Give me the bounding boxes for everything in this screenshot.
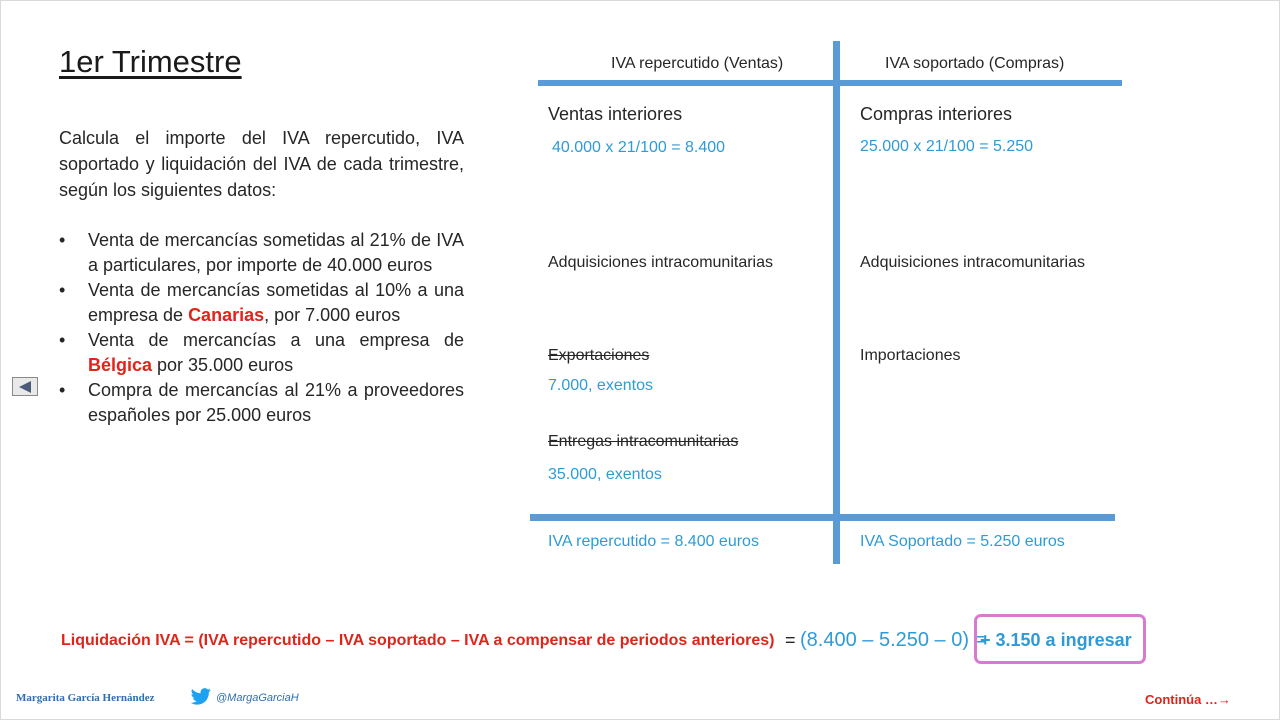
table-bottom-rule bbox=[530, 514, 1115, 521]
label-adquisiciones-left: Adquisiciones intracomunitarias bbox=[548, 254, 773, 271]
twitter-bird-icon bbox=[189, 688, 213, 706]
author-name: Margarita García Hernández bbox=[16, 692, 155, 704]
table-top-rule bbox=[538, 80, 1122, 86]
label-entregas-intracomunitarias: Entregas intracomunitarias bbox=[548, 433, 739, 450]
data-bullet-list bbox=[59, 228, 464, 428]
highlight-belgica: Bélgica bbox=[88, 355, 153, 375]
continue-link[interactable]: Continúa …→ bbox=[1145, 692, 1231, 707]
bullet-item bbox=[59, 378, 464, 428]
bullet-text-post: por 35.000 euros bbox=[152, 355, 294, 375]
label-compras-interiores: Compras interiores bbox=[860, 104, 1013, 124]
bullet-dot: • bbox=[59, 330, 66, 350]
table-center-rule bbox=[833, 41, 840, 564]
bullet-dot: • bbox=[59, 230, 66, 250]
header-iva-soportado: IVA soportado (Compras) bbox=[885, 55, 1065, 72]
label-ventas-interiores: Ventas interiores bbox=[548, 104, 683, 124]
liquidacion-calc: (8.400 – 5.250 – 0) = bbox=[800, 629, 987, 651]
slide-title: 1er Trimestre bbox=[59, 44, 242, 79]
label-importaciones: Importaciones bbox=[860, 347, 961, 364]
label-exportaciones: Exportaciones bbox=[548, 347, 650, 364]
value-ventas-calc: 40.000 x 21/100 = 8.400 bbox=[552, 139, 726, 156]
bullet-text-post: , por 7.000 euros bbox=[264, 305, 401, 325]
bullet-text: Venta de mercancías sometidas al 10% a una empresa de bbox=[88, 280, 464, 325]
liquidacion-result: + 3.150 a ingresar bbox=[980, 630, 1132, 650]
bullet-item bbox=[59, 228, 464, 278]
label-adquisiciones-right: Adquisiciones intracomunitarias bbox=[860, 254, 1085, 271]
bullet-dot: • bbox=[59, 380, 66, 400]
bullet-item bbox=[59, 278, 464, 328]
bullet-text: Venta de mercancías sometidas al 21% de IVA a particulares, por importe de 40.000 euros bbox=[88, 230, 464, 275]
value-exportaciones: 7.000, exentos bbox=[548, 377, 653, 394]
highlight-canarias: Canarias bbox=[188, 305, 265, 325]
bullet-text: Venta de mercancías a una empresa de bbox=[88, 330, 464, 350]
header-iva-repercutido: IVA repercutido (Ventas) bbox=[611, 55, 784, 72]
total-iva-repercutido: IVA repercutido = 8.400 euros bbox=[548, 533, 759, 550]
previous-slide-arrow-icon[interactable] bbox=[12, 377, 38, 396]
twitter-handle[interactable]: @MargaGarciaH bbox=[216, 692, 299, 704]
liquidacion-formula: Liquidación IVA = (IVA repercutido – IVA soportado – IVA a compensar de periodos anteriores) bbox=[61, 632, 775, 649]
bullet-dot: • bbox=[59, 280, 66, 300]
liquidacion-equals: = bbox=[785, 630, 796, 650]
value-entregas: 35.000, exentos bbox=[548, 466, 662, 483]
value-compras-calc: 25.000 x 21/100 = 5.250 bbox=[860, 138, 1034, 155]
total-iva-soportado: IVA Soportado = 5.250 euros bbox=[860, 533, 1065, 550]
intro-text: Calcula el importe del IVA repercutido, IVA soportado y liquidación del IVA de cada trimestre, según los siguientes datos: bbox=[59, 128, 464, 200]
bullet-item bbox=[59, 328, 464, 378]
bullet-text: Compra de mercancías al 21% a proveedores españoles por 25.000 euros bbox=[88, 380, 464, 425]
